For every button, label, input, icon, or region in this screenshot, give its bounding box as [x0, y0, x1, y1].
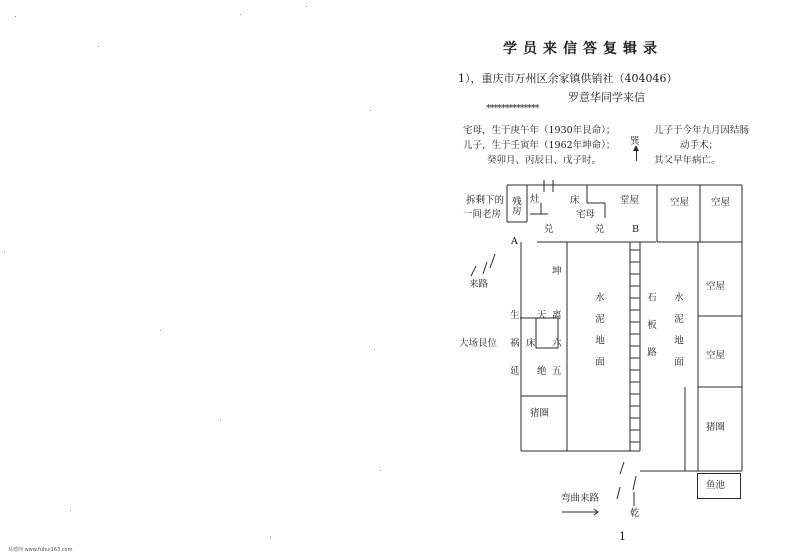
wu-label: 五 [552, 366, 562, 377]
dui-label-2: 兑 [595, 224, 605, 235]
stone-path-label: 石板路 [645, 292, 656, 375]
cement-floor-left: 水泥地面 [593, 292, 604, 378]
empty-room-3: 空屋 [706, 281, 726, 292]
empty-room-2: 空屋 [711, 197, 731, 208]
tian-label: 天 [537, 310, 547, 321]
scan-speck [306, 6, 307, 7]
note-surgery-cont: 动手术； [680, 140, 719, 151]
huo-label: 祸 [510, 338, 520, 349]
gen-position-label: 大场艮位 [459, 338, 498, 349]
main-hall-label: 堂屋 [620, 195, 640, 206]
note-father: 其父早年病亡。 [654, 155, 721, 166]
scan-speck [160, 330, 161, 331]
sheng-label: 生 [510, 310, 520, 321]
compass-xun-label: 巽 [630, 136, 640, 147]
scan-speck [70, 510, 71, 511]
footer-site: 易德网 www.fuhui163.com [8, 547, 73, 553]
scan-speck [374, 349, 375, 350]
ruined-room-label: 残房 [510, 196, 521, 215]
fish-pond-label: 鱼池 [706, 480, 726, 491]
pigpen-right: 猪圈 [706, 422, 726, 433]
empty-room-4: 空屋 [706, 350, 726, 361]
qian-label: 乾 [630, 508, 640, 519]
stone-path-rungs [630, 246, 642, 451]
note-son: 儿子，生于壬寅年（1962年坤命）； [463, 140, 616, 151]
bed-label-main: 床 [526, 338, 536, 349]
scan-speck [98, 46, 99, 47]
li-label: 离 [552, 310, 562, 321]
pigpen-left: 猪圈 [530, 408, 550, 419]
scan-speck [370, 110, 371, 111]
old-house-label-2: 一间老房 [463, 209, 502, 220]
winding-road-label: 弯曲来路 [561, 493, 600, 504]
letter-sender: 罗意华同学来信 [568, 91, 645, 104]
kun-label: 坤 [552, 266, 562, 277]
empty-room-1: 空屋 [670, 197, 690, 208]
scan-speck [220, 419, 221, 420]
scan-speck [4, 252, 5, 253]
stars-divider: ************** [486, 103, 539, 114]
scan-speck [270, 536, 271, 537]
scan-speck [15, 16, 16, 17]
bed-label-top: 床 [570, 195, 580, 206]
note-mother: 宅母，生于庚午年（1930年艮命）； [463, 125, 616, 136]
point-a: A [511, 236, 518, 247]
letter-address: 1），重庆市万州区余家镇供销社（404046） [458, 72, 678, 85]
cement-floor-right: 水泥地面 [672, 292, 683, 378]
approach-road-label: 来路 [469, 279, 489, 290]
stove-label: 灶 [530, 194, 540, 205]
jue-label: 绝 [537, 366, 547, 377]
scan-speck [380, 470, 381, 471]
page-title: 学员来信答复辑录 [503, 41, 663, 57]
yan-label: 延 [510, 366, 520, 377]
page-number: 1 [619, 530, 626, 543]
liu-label: 六 [552, 338, 562, 349]
note-son-time: 癸卯月、丙辰日、戊子时。 [487, 155, 602, 166]
point-b: B [632, 224, 639, 235]
scan-speck [240, 14, 241, 15]
old-house-label-1: 拆剩下的 [466, 195, 505, 206]
mother-room-label: 宅母 [576, 209, 596, 220]
note-surgery: 儿子于今年九月因结肠 [654, 125, 750, 136]
dui-label-1: 兑 [544, 224, 554, 235]
